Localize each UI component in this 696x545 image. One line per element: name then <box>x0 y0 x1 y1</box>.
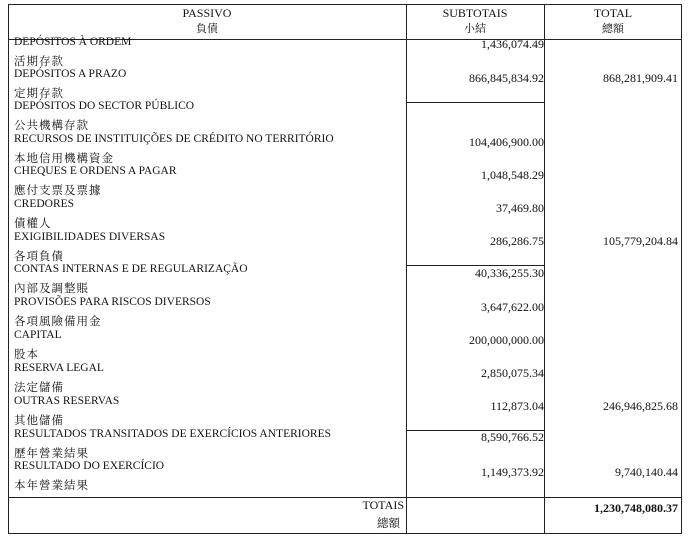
subtotal-value: 40,336,255.30 <box>475 266 544 280</box>
subtotal-value: 1,149,373.92 <box>481 465 544 479</box>
account-label-zh: 其他儲備 <box>14 413 64 427</box>
subtotal-value: 1,436,074.49 <box>481 37 544 51</box>
account-label-pt: CREDORES <box>14 198 75 210</box>
account-label-zh: 歷年營業結果 <box>14 446 89 460</box>
account-label-zh: 活期存款 <box>14 54 64 68</box>
subtotal-value: 104,406,900.00 <box>469 135 544 149</box>
total-value: 868,281,909.41 <box>603 71 678 85</box>
total-value: 246,946,825.68 <box>603 399 678 413</box>
header-passivo <box>8 4 406 40</box>
total-value: 105,779,204.84 <box>603 234 678 248</box>
header-subtotais-zh: 小結 <box>464 22 486 35</box>
account-label-zh: 公共機構存款 <box>14 118 89 132</box>
account-label-pt: RESERVA LEGAL <box>14 362 104 374</box>
account-label-pt: RESULTADO DO EXERCÍCIO <box>14 460 165 472</box>
account-label-pt: RECURSOS DE INSTITUIÇÕES DE CRÉDITO NO TERRITÓRIO <box>14 133 334 145</box>
account-label-zh: 內部及調整賬 <box>14 281 89 295</box>
account-label-zh: 應付支票及票據 <box>14 183 102 197</box>
account-label-pt: DEPÓSITOS DO SECTOR PÚBLICO <box>14 100 195 112</box>
account-label-zh: 定期存款 <box>14 86 64 100</box>
grid-line <box>8 4 9 534</box>
totals-line <box>8 497 682 498</box>
header-passivo-zh: 負債 <box>196 22 218 35</box>
grid-line <box>544 4 545 534</box>
account-label-pt: DEPÓSITOS A PRAZO <box>14 68 127 80</box>
account-label-zh: 債權人 <box>14 216 52 230</box>
totals-label-zh: 總額 <box>377 516 400 530</box>
account-label-pt: PROVISÕES PARA RISCOS DIVERSOS <box>14 296 211 308</box>
header-subtotais <box>406 4 544 40</box>
subtotal-value: 866,845,834.92 <box>469 71 544 85</box>
account-label-pt: EXIGIBILIDADES DIVERSAS <box>14 231 166 243</box>
account-label-zh: 股本 <box>14 347 39 361</box>
subtotal-value: 2,850,075.34 <box>481 366 544 380</box>
account-label-pt: CONTAS INTERNAS E DE REGULARIZAÇÃO <box>14 263 248 275</box>
account-label-zh: 各項負債 <box>14 249 64 263</box>
balance-sheet-table <box>8 4 682 534</box>
totals-label: TOTAIS <box>362 498 404 512</box>
totals-line <box>8 533 682 534</box>
account-label-pt: DEPÓSITOS À ORDEM <box>14 36 132 48</box>
header-subtotais-label: SUBTOTAIS <box>442 6 508 20</box>
grand-total-value: 1,230,748,080.37 <box>594 501 678 515</box>
header-passivo-label: PASSIVO <box>182 6 232 20</box>
header-total-zh: 總額 <box>602 22 624 35</box>
subtotal-value: 1,048,548.29 <box>481 168 544 182</box>
subtotal-value: 37,469.80 <box>496 201 544 215</box>
subtotal-value: 3,647,622.00 <box>481 300 544 314</box>
account-label-zh: 本地信用機構資金 <box>14 151 114 165</box>
account-label-pt: CHEQUES E ORDENS A PAGAR <box>14 165 177 177</box>
account-label-pt: OUTRAS RESERVAS <box>14 395 120 407</box>
grid-line <box>406 4 407 534</box>
header-total <box>544 4 682 40</box>
account-label-zh: 法定儲備 <box>14 380 64 394</box>
header-total-label: TOTAL <box>593 6 633 20</box>
subtotal-value: 8,590,766.52 <box>481 430 544 444</box>
account-label-pt: RESULTADOS TRANSITADOS DE EXERCÍCIOS ANTERIORES <box>14 428 331 440</box>
total-value: 9,740,140.44 <box>615 465 678 479</box>
account-label-pt: CAPITAL <box>14 329 62 341</box>
subtotal-value: 200,000,000.00 <box>469 333 544 347</box>
subtotal-value: 286,286.75 <box>490 234 544 248</box>
subtotal-value: 112,873.04 <box>490 399 544 413</box>
subtotal-group-line <box>406 102 544 103</box>
grid-line <box>681 4 682 534</box>
account-label-zh: 本年營業結果 <box>14 478 89 492</box>
account-label-zh: 各項風險備用金 <box>14 314 102 328</box>
